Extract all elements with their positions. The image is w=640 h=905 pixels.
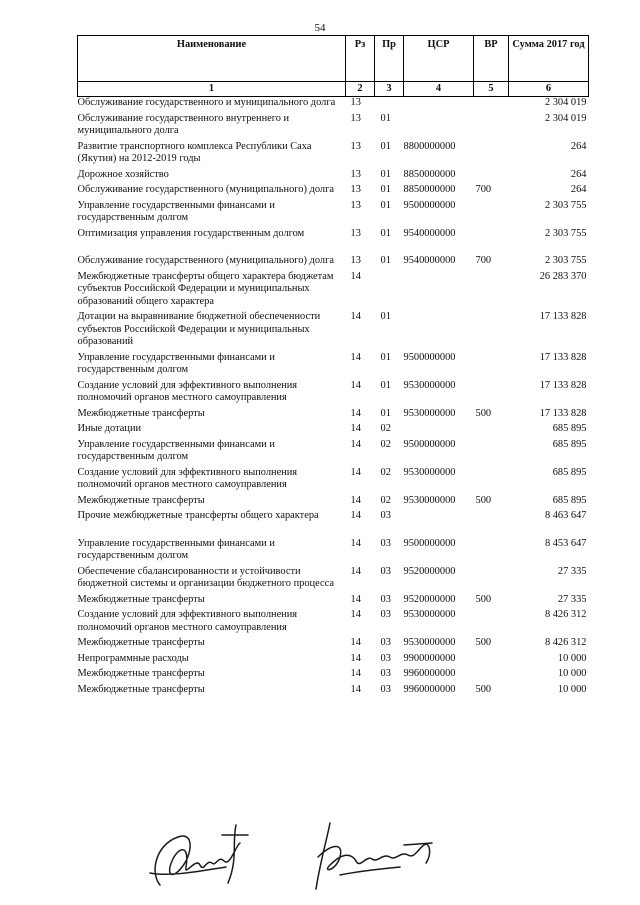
- cell-name: Межбюджетные трансферты: [77, 593, 205, 605]
- column-number: 6: [509, 82, 589, 97]
- budget-table: [77, 35, 589, 699]
- cell-csr: 8850000000: [403, 184, 456, 195]
- cell-pr: 03: [380, 683, 391, 695]
- cell-rz: 14: [350, 683, 361, 695]
- table-row: [78, 255, 589, 271]
- table-row: [78, 113, 589, 141]
- cell-sum: 17 133 828: [539, 379, 587, 391]
- cell-vr: 500: [475, 494, 492, 506]
- cell-rz: 14: [350, 652, 361, 664]
- cell-vr: [474, 439, 509, 467]
- cell-csr: 9540000000: [403, 227, 456, 239]
- cell-pr: 01: [380, 168, 391, 180]
- cell-pr: 02: [380, 438, 391, 450]
- cell-pr: 01: [380, 112, 391, 124]
- cell-rz: 14: [350, 270, 361, 282]
- cell-sum: 17 133 828: [539, 351, 587, 363]
- cell-vr: [474, 311, 509, 352]
- header-row: [78, 36, 589, 82]
- cell-name: Управление государственными финансами и государственным долгом: [77, 351, 275, 375]
- cell-rz: 14: [350, 637, 361, 648]
- cell-rz: 14: [350, 537, 361, 549]
- cell-sum: 685 895: [552, 438, 587, 450]
- column-number: 2: [346, 82, 375, 97]
- cell-rz: 13: [350, 227, 361, 239]
- cell-pr: 01: [380, 140, 391, 152]
- cell-name: Обеспечение сбалансированности и устойчивости бюджетной системы и организации бюджетного процесса: [77, 565, 334, 589]
- cell-pr: 01: [380, 184, 391, 195]
- cell-name: Межбюджетные трансферты: [77, 494, 205, 506]
- cell-name: Обслуживание государственного и муниципального долга: [77, 97, 336, 108]
- table-row: [78, 668, 589, 684]
- table-row: [78, 271, 589, 312]
- cell-sum: 685 895: [552, 494, 587, 506]
- cell-sum: 10 000: [557, 652, 587, 664]
- cell-csr: 9960000000: [403, 683, 456, 695]
- cell-csr: 8800000000: [403, 140, 456, 152]
- cell-csr: 8850000000: [403, 168, 456, 180]
- table-row: [78, 637, 589, 653]
- cell-vr: [474, 653, 509, 669]
- cell-csr: 9530000000: [403, 637, 456, 648]
- cell-sum: 685 895: [552, 466, 587, 478]
- header-name: Наименование: [78, 36, 346, 82]
- column-number: 3: [375, 82, 404, 97]
- cell-csr: [404, 113, 474, 141]
- cell-pr: [375, 97, 404, 113]
- cell-vr: [474, 113, 509, 141]
- cell-pr: 01: [380, 407, 391, 419]
- cell-rz: 14: [350, 438, 361, 450]
- header-rz: Рз: [346, 36, 375, 82]
- cell-pr: 03: [380, 510, 391, 521]
- cell-vr: [474, 97, 509, 113]
- table-row: [78, 352, 589, 380]
- table-row: [78, 184, 589, 200]
- cell-csr: [404, 311, 474, 352]
- cell-vr: [474, 271, 509, 312]
- cell-sum: 2 303 755: [544, 255, 587, 266]
- cell-vr: 500: [475, 683, 492, 695]
- table-row: [78, 495, 589, 511]
- cell-rz: 14: [350, 668, 361, 679]
- table-row: [78, 141, 589, 169]
- cell-name: Межбюджетные трансферты: [77, 683, 205, 695]
- cell-csr: 9500000000: [403, 438, 456, 450]
- cell-name: Оптимизация управления государственным долгом: [77, 227, 305, 239]
- signature-right: [316, 823, 432, 889]
- cell-pr: 03: [380, 565, 391, 577]
- table-row: [78, 200, 589, 228]
- cell-vr: [474, 200, 509, 228]
- cell-csr: 9900000000: [403, 652, 456, 664]
- cell-name: Межбюджетные трансферты: [77, 637, 205, 648]
- cell-rz: 13: [350, 140, 361, 152]
- cell-name: Обслуживание государственного (муниципального) долга: [77, 184, 334, 195]
- signature-left: [150, 825, 248, 885]
- header-pr: Пр: [375, 36, 404, 82]
- table-row: [78, 653, 589, 669]
- cell-name: Создание условий для эффективного выполнения полномочий органов местного самоуправления: [77, 379, 298, 403]
- cell-sum: 10 000: [557, 683, 587, 695]
- cell-pr: 01: [380, 311, 391, 322]
- cell-name: Обслуживание государственного внутреннего и муниципального долга: [77, 112, 290, 136]
- cell-name: Иные дотации: [77, 423, 142, 434]
- column-number: 4: [404, 82, 474, 97]
- cell-rz: 14: [350, 407, 361, 419]
- cell-name: Развитие транспортного комплекса Республики Саха (Якутия) на 2012-2019 годы: [77, 140, 312, 164]
- cell-rz: 13: [350, 168, 361, 180]
- cell-vr: [474, 169, 509, 185]
- cell-name: Управление государственными финансами и государственным долгом: [77, 199, 275, 223]
- cell-sum: 27 335: [557, 593, 587, 605]
- cell-sum: 8 453 647: [544, 537, 587, 549]
- cell-csr: 9530000000: [403, 466, 456, 478]
- cell-csr: [404, 271, 474, 312]
- column-number: 1: [78, 82, 346, 97]
- cell-name: Межбюджетные трансферты: [77, 668, 205, 679]
- table-row: [78, 380, 589, 408]
- cell-vr: [474, 538, 509, 566]
- cell-csr: 9530000000: [403, 407, 456, 419]
- signatures: [0, 815, 640, 900]
- cell-pr: 01: [380, 351, 391, 363]
- table-row: [78, 408, 589, 424]
- page-number: 54: [314, 22, 326, 34]
- cell-pr: 03: [380, 652, 391, 664]
- cell-vr: 500: [475, 407, 492, 419]
- cell-pr: 03: [380, 637, 391, 648]
- cell-csr: 9530000000: [403, 379, 456, 391]
- cell-rz: 13: [350, 97, 361, 108]
- cell-csr: [404, 510, 474, 538]
- cell-vr: 500: [475, 593, 492, 605]
- table-row: [78, 467, 589, 495]
- cell-pr: 02: [380, 423, 391, 434]
- cell-pr: 01: [380, 255, 391, 266]
- cell-rz: 14: [350, 565, 361, 577]
- table-row: [78, 609, 589, 637]
- cell-rz: 14: [350, 351, 361, 363]
- cell-name: Управление государственными финансами и государственным долгом: [77, 438, 275, 462]
- cell-sum: 17 133 828: [539, 407, 587, 419]
- table-row: [78, 684, 589, 700]
- table-row: [78, 566, 589, 594]
- cell-csr: 9500000000: [403, 199, 456, 211]
- cell-sum: 27 335: [557, 565, 587, 577]
- cell-pr: 02: [380, 466, 391, 478]
- cell-csr: 9520000000: [403, 565, 456, 577]
- column-number-row: [78, 82, 589, 97]
- cell-name: Прочие межбюджетные трансферты общего характера: [77, 510, 319, 521]
- header-vr: ВР: [474, 36, 509, 82]
- cell-name: Непрограммные расходы: [77, 652, 189, 664]
- cell-sum: 2 303 755: [544, 199, 587, 211]
- cell-vr: 700: [475, 184, 492, 195]
- table-row: [78, 510, 589, 538]
- cell-vr: [474, 566, 509, 594]
- table-row: [78, 97, 589, 113]
- cell-vr: [474, 141, 509, 169]
- cell-rz: 13: [350, 184, 361, 195]
- cell-rz: 14: [350, 466, 361, 478]
- cell-sum: 264: [570, 168, 587, 180]
- cell-rz: 14: [350, 423, 361, 434]
- cell-rz: 13: [350, 255, 361, 266]
- cell-rz: 14: [350, 510, 361, 521]
- cell-sum: 2 304 019: [544, 97, 587, 108]
- cell-name: Обслуживание государственного (муниципального) долга: [77, 255, 334, 266]
- cell-vr: 700: [475, 255, 492, 266]
- cell-csr: 9500000000: [403, 351, 456, 363]
- cell-vr: [474, 668, 509, 684]
- cell-csr: 9530000000: [403, 494, 456, 506]
- cell-vr: [474, 423, 509, 439]
- header-csr: ЦСР: [404, 36, 474, 82]
- cell-sum: 8 426 312: [544, 609, 587, 620]
- table-row: [78, 311, 589, 352]
- table-row: [78, 594, 589, 610]
- table-row: [78, 423, 589, 439]
- column-number: 5: [474, 82, 509, 97]
- cell-name: Межбюджетные трансферты: [77, 407, 205, 419]
- table-row: [78, 538, 589, 566]
- cell-vr: 500: [475, 637, 492, 648]
- cell-csr: 9540000000: [403, 255, 456, 266]
- cell-pr: 03: [380, 668, 391, 679]
- cell-name: Управление государственными финансами и государственным долгом: [77, 537, 275, 561]
- cell-sum: 264: [570, 184, 587, 195]
- cell-rz: 14: [350, 609, 361, 620]
- cell-vr: [474, 467, 509, 495]
- cell-rz: 13: [350, 112, 361, 124]
- table-row: [78, 169, 589, 185]
- cell-pr: 01: [380, 227, 391, 239]
- cell-sum: 17 133 828: [539, 311, 587, 322]
- cell-name: Дотации на выравнивание бюджетной обеспеченности субъектов Российской Федерации и муниципальных образований: [77, 311, 321, 347]
- cell-sum: 8 463 647: [544, 510, 587, 521]
- cell-csr: [404, 423, 474, 439]
- cell-sum: 685 895: [552, 423, 587, 434]
- cell-vr: [474, 609, 509, 637]
- cell-rz: 13: [350, 199, 361, 211]
- cell-name: Создание условий для эффективного выполнения полномочий органов местного самоуправления: [77, 609, 298, 633]
- cell-pr: 01: [380, 379, 391, 391]
- cell-pr: 03: [380, 609, 391, 620]
- cell-sum: 26 283 370: [539, 270, 587, 282]
- cell-vr: [474, 510, 509, 538]
- cell-vr: [474, 352, 509, 380]
- cell-rz: 14: [350, 379, 361, 391]
- cell-pr: 03: [380, 593, 391, 605]
- cell-name: Дорожное хозяйство: [77, 168, 169, 180]
- cell-pr: [375, 271, 404, 312]
- cell-csr: 9520000000: [403, 593, 456, 605]
- cell-vr: [474, 228, 509, 256]
- cell-pr: 02: [380, 494, 391, 506]
- table-row: [78, 228, 589, 256]
- table-row: [78, 439, 589, 467]
- cell-sum: 264: [570, 140, 587, 152]
- cell-sum: 10 000: [557, 668, 587, 679]
- cell-rz: 14: [350, 311, 361, 322]
- cell-csr: 9500000000: [403, 537, 456, 549]
- cell-rz: 14: [350, 593, 361, 605]
- cell-name: Создание условий для эффективного выполнения полномочий органов местного самоуправления: [77, 466, 298, 490]
- cell-name: Межбюджетные трансферты общего характера бюджетам субъектов Российской Федерации и муниципальных образований общего характера: [77, 270, 334, 307]
- header-sum: Сумма 2017 год: [509, 36, 589, 82]
- cell-csr: 9530000000: [403, 609, 456, 620]
- cell-vr: [474, 380, 509, 408]
- cell-rz: 14: [350, 494, 361, 506]
- cell-sum: 8 426 312: [544, 637, 587, 648]
- cell-sum: 2 304 019: [544, 112, 587, 124]
- cell-pr: 01: [380, 199, 391, 211]
- cell-csr: 9960000000: [403, 668, 456, 679]
- cell-csr: [404, 97, 474, 113]
- cell-sum: 2 303 755: [544, 227, 587, 239]
- cell-pr: 03: [380, 537, 391, 549]
